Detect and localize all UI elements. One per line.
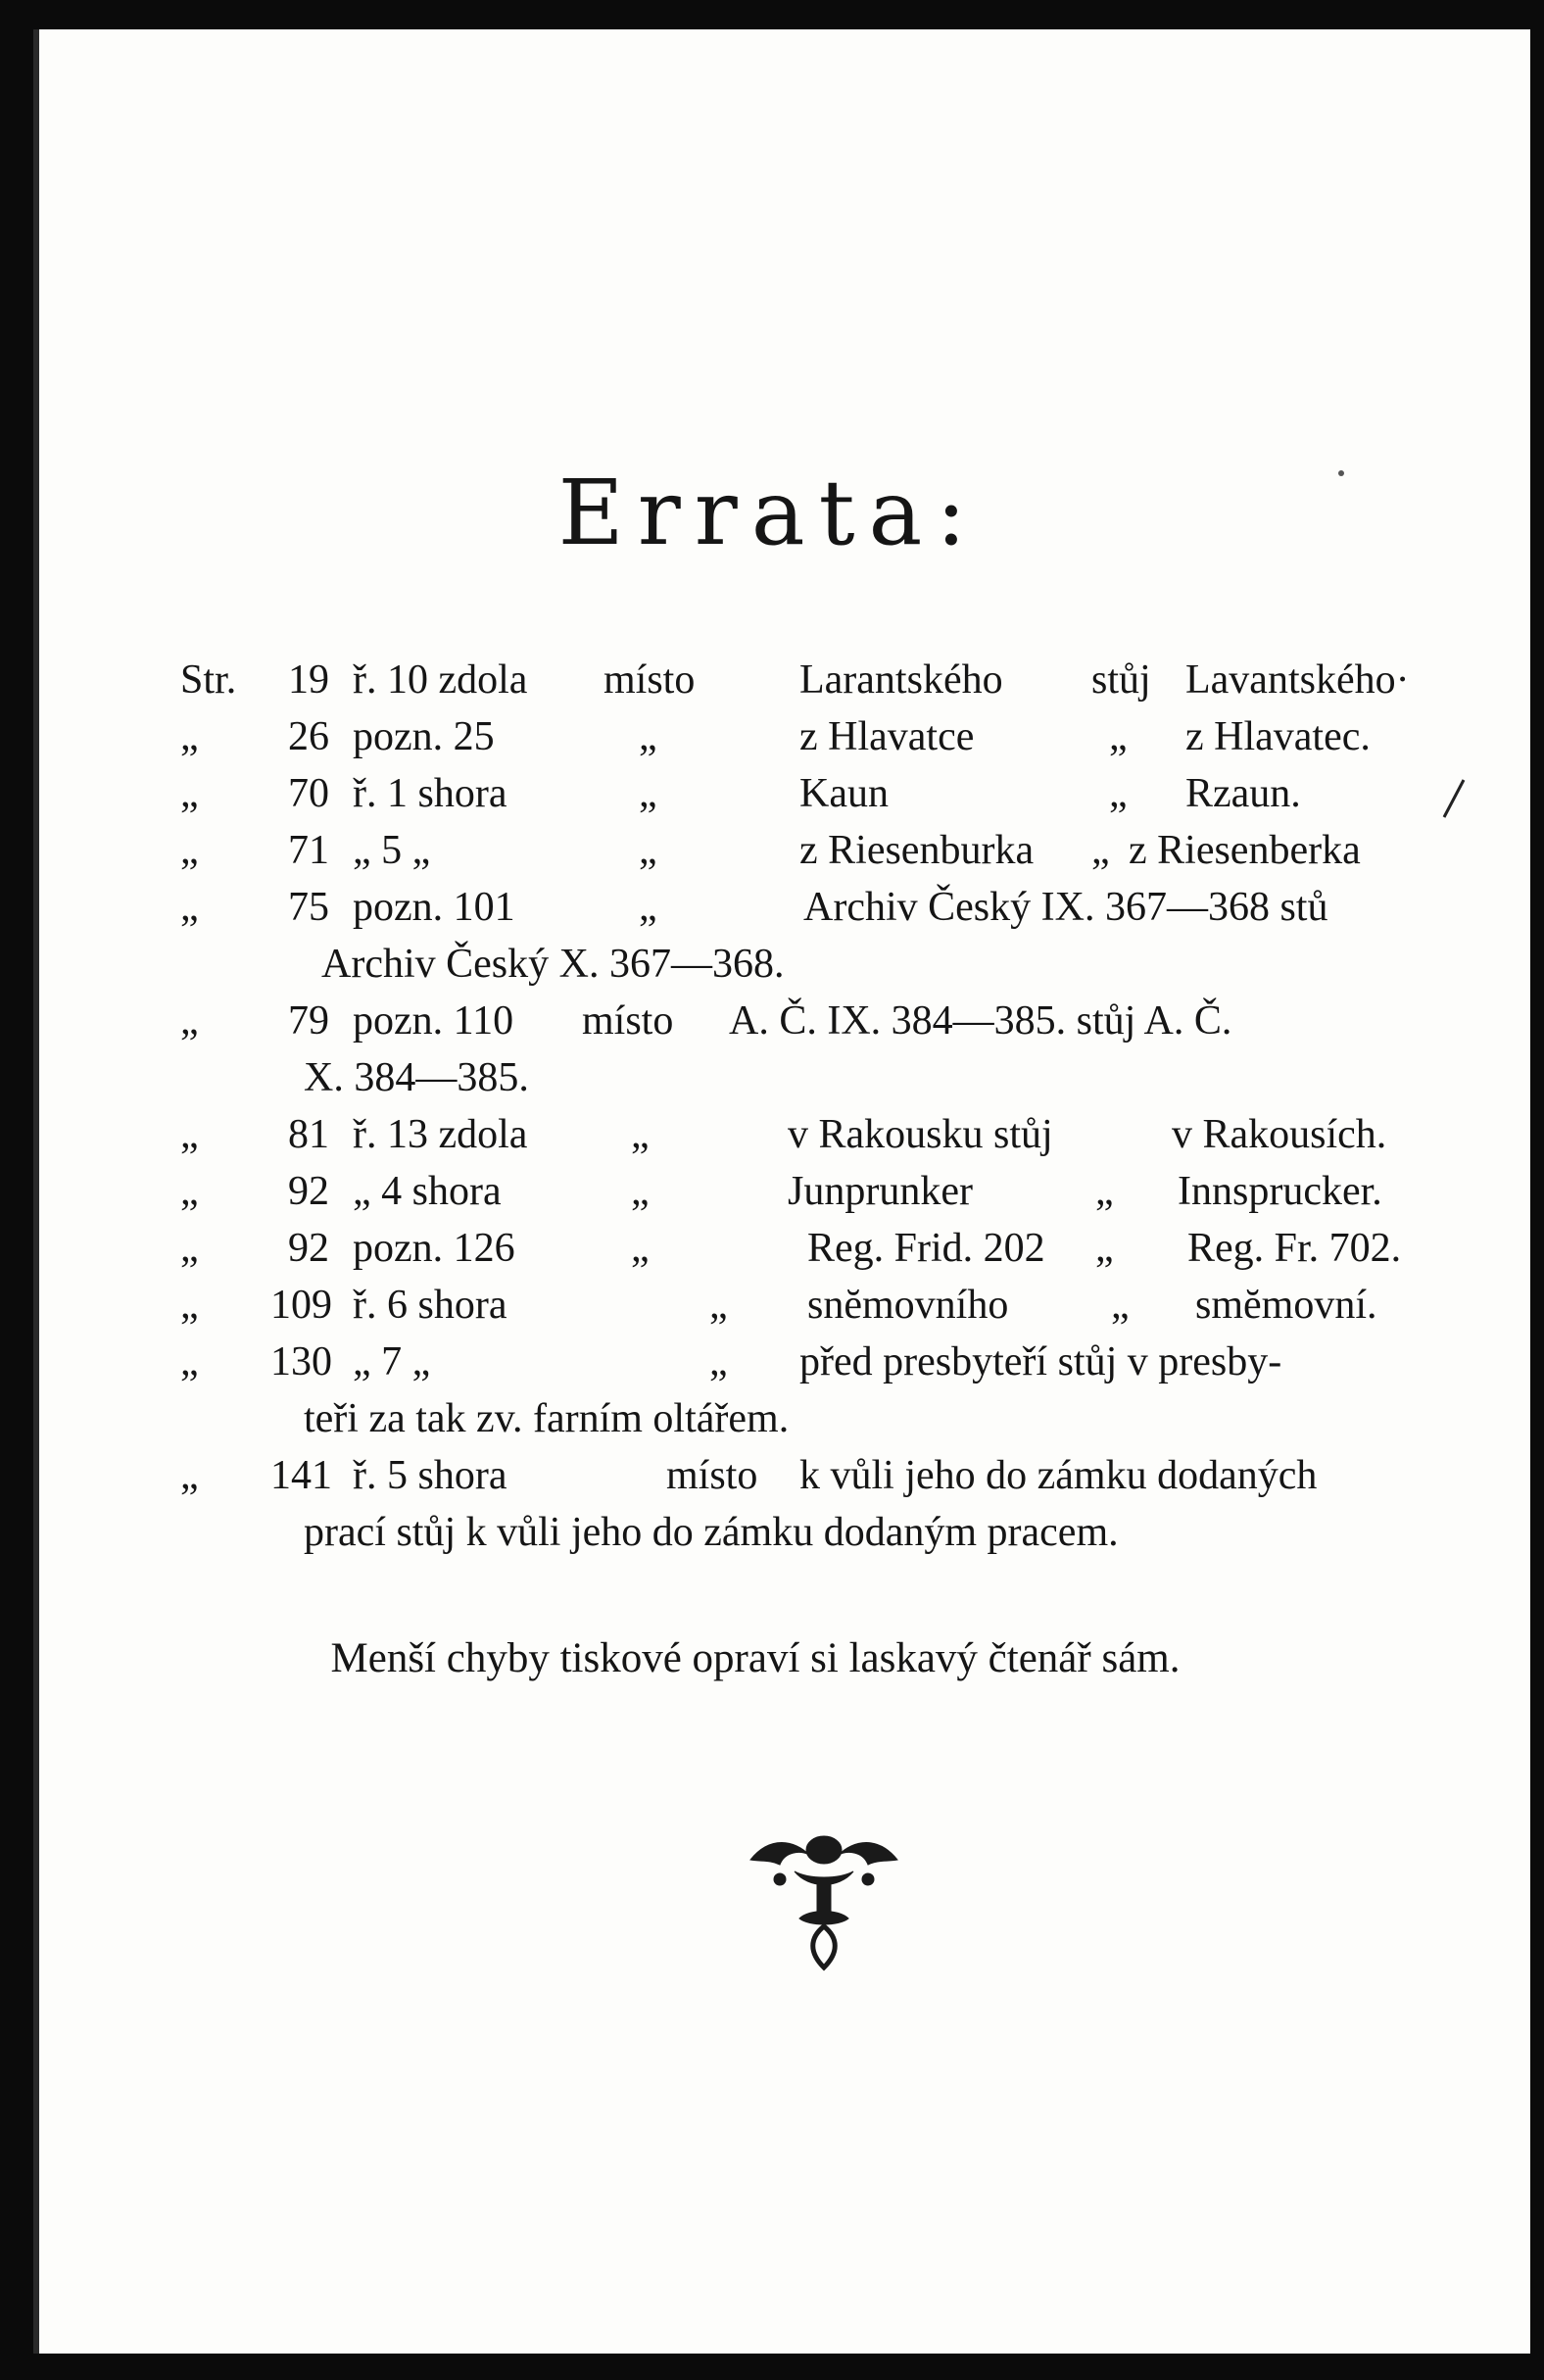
line-ref: ř. 10 zdola	[353, 657, 528, 703]
page	[33, 29, 1530, 2354]
instead-of: místo	[603, 657, 696, 703]
page-number: 19	[288, 657, 329, 703]
errata-row: „ 130 „ 7 „ „ před presbyteří stůj v presby-	[180, 1339, 1282, 1384]
errata-row: „ 92 pozn. 126 „ Reg. Frid. 202 „ Reg. Fr. 702.	[180, 1226, 1402, 1271]
errata-list	[180, 656, 1473, 1566]
should-be: stůj	[1091, 657, 1151, 703]
errata-row: „ 81 ř. 13 zdola „ v Rakousku stůj v Rakousích.	[180, 1112, 1387, 1157]
errata-row: „ 92 „ 4 shora „ Junprunker „ Innsprucker.	[180, 1169, 1382, 1214]
errata-row-continued: teři za tak zv. farním oltářem.	[304, 1396, 790, 1441]
errata-row: „ 70 ř. 1 shora „ Kaun „ Rzaun.	[180, 771, 1301, 816]
errata-row-continued: Archiv Český X. 367—368.	[321, 942, 785, 987]
errata-row: „ 26 pozn. 25 „ z Hlavatce „ z Hlavatec.	[180, 714, 1371, 759]
errata-row	[180, 656, 1473, 713]
errata-row: „ 71 „ 5 „ „ z Riesenburka „ z Riesenberka	[180, 828, 1361, 873]
ditto-mark: Str.	[180, 657, 237, 703]
correct-text: Lavantského·	[1185, 657, 1410, 703]
errata-row-continued: prací stůj k vůli jeho do zámku dodaným pracem.	[304, 1510, 1119, 1555]
closing-note: Menší chyby tiskové opraví si laskavý čtenář sám.	[330, 1635, 1181, 1681]
errata-row-continued: X. 384—385.	[304, 1055, 529, 1100]
page-title: Errata:	[557, 461, 981, 565]
wrong-text: Larantského	[799, 657, 1003, 703]
pencil-slash-mark	[1440, 774, 1470, 823]
errata-row: „ 141 ř. 5 shora místo k vůli jeho do zámku dodaných	[180, 1453, 1318, 1498]
floral-vignette-icon	[741, 1821, 907, 1977]
errata-row: „ 79 pozn. 110 místo A. Č. IX. 384—385. stůj A. Č.	[180, 998, 1232, 1044]
errata-row: „ 109 ř. 6 shora „ snĕmovního „ smĕmovní.	[180, 1283, 1377, 1328]
errata-row: „ 75 pozn. 101 „ Archiv Český IX. 367—368 stů	[180, 885, 1328, 930]
